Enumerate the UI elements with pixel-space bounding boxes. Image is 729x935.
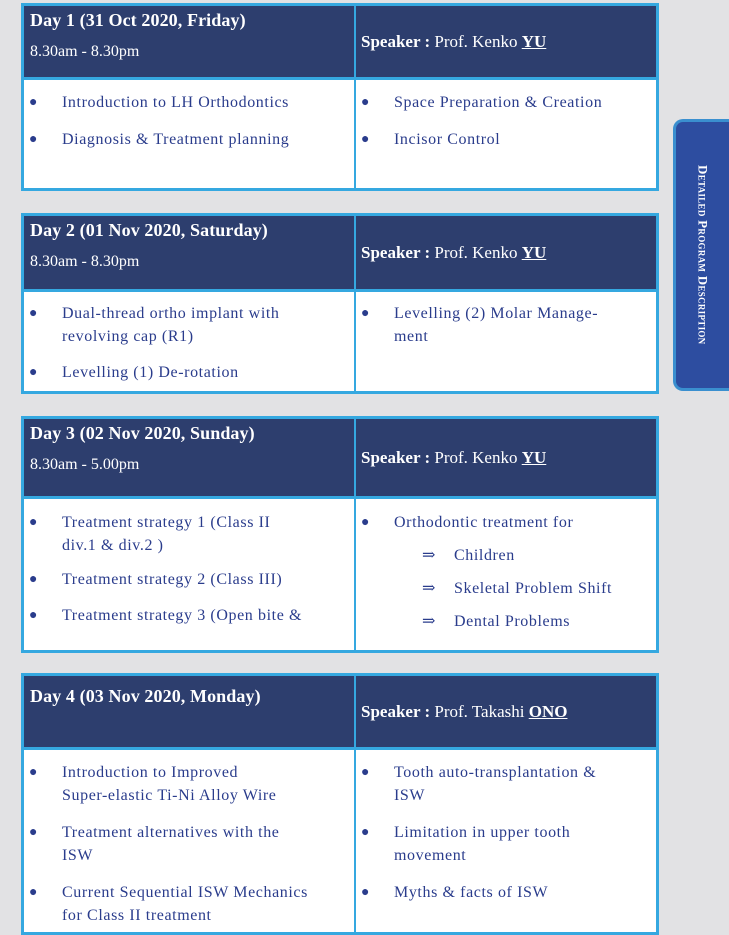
- sub-list-item: ⇒ Children: [356, 544, 656, 567]
- day-title: Day 1 (31 Oct 2020, Friday): [30, 10, 246, 30]
- list-item: ● Introduction to Improved Super-elastic Ti-Ni Alloy Wire: [29, 764, 277, 804]
- day-time: 8.30am - 5.00pm: [30, 456, 140, 473]
- list-item: ● Tooth auto-transplantation & ISW: [361, 764, 597, 804]
- day-time: 8.30am - 8.30pm: [30, 253, 140, 270]
- list-item: ● Space Preparation & Creation: [361, 94, 603, 111]
- day-header: [24, 419, 656, 499]
- day-header: [24, 676, 656, 750]
- list-item: ● Orthodontic treatment for: [361, 514, 574, 531]
- speaker: Speaker : Prof. Kenko YU: [361, 242, 547, 262]
- list-item: ● Current Sequential ISW Mechanics for Class II treatment: [29, 884, 308, 924]
- list-item: ● Dual-thread ortho implant with revolving cap (R1): [29, 305, 280, 345]
- speaker: Speaker : Prof. Takashi ONO: [361, 701, 568, 721]
- sub-list-item: ⇒ Dental Problems: [356, 610, 656, 633]
- list-item: ● Myths & facts of ISW: [361, 884, 549, 901]
- speaker: Speaker : Prof. Kenko YU: [361, 447, 547, 467]
- arrow-icon: ⇒: [422, 580, 437, 597]
- speaker: Speaker : Prof. Kenko YU: [361, 31, 547, 51]
- day-2-section: [21, 213, 659, 394]
- day-header: [24, 6, 656, 80]
- day-time: 8.30am - 8.30pm: [30, 43, 140, 60]
- list-item: ● Diagnosis & Treatment planning: [29, 131, 290, 148]
- day-title: Day 2 (01 Nov 2020, Saturday): [30, 220, 268, 240]
- list-item: ● Incisor Control: [361, 131, 501, 148]
- list-item: ● Levelling (1) De-rotation: [29, 364, 239, 381]
- sub-list-item: ⇒ Skeletal Problem Shift: [356, 577, 656, 600]
- day-header: [24, 216, 656, 292]
- day-title: Day 4 (03 Nov 2020, Monday): [30, 686, 261, 706]
- list-item: ● Treatment strategy 1 (Class II div.1 & div.2 ): [29, 514, 271, 554]
- list-item: ● Treatment strategy 3 (Open bite &: [29, 607, 303, 624]
- list-item: ● Treatment strategy 2 (Class III): [29, 571, 283, 588]
- program-description-tab[interactable]: [673, 119, 729, 391]
- list-item: ● Introduction to LH Orthodontics: [29, 94, 290, 111]
- list-item: ● Levelling (2) Molar Manage- ment: [361, 305, 599, 345]
- arrow-icon: ⇒: [422, 613, 437, 630]
- day-4-section: [21, 673, 659, 935]
- arrow-icon: ⇒: [422, 547, 437, 564]
- day-3-section: [21, 416, 659, 653]
- list-item: ● Limitation in upper tooth movement: [361, 824, 571, 864]
- day-1-section: [21, 3, 659, 191]
- list-item: ● Treatment alternatives with the ISW: [29, 824, 280, 864]
- day-title: Day 3 (02 Nov 2020, Sunday): [30, 423, 255, 443]
- tab-label: Detailed Program Description: [695, 165, 711, 345]
